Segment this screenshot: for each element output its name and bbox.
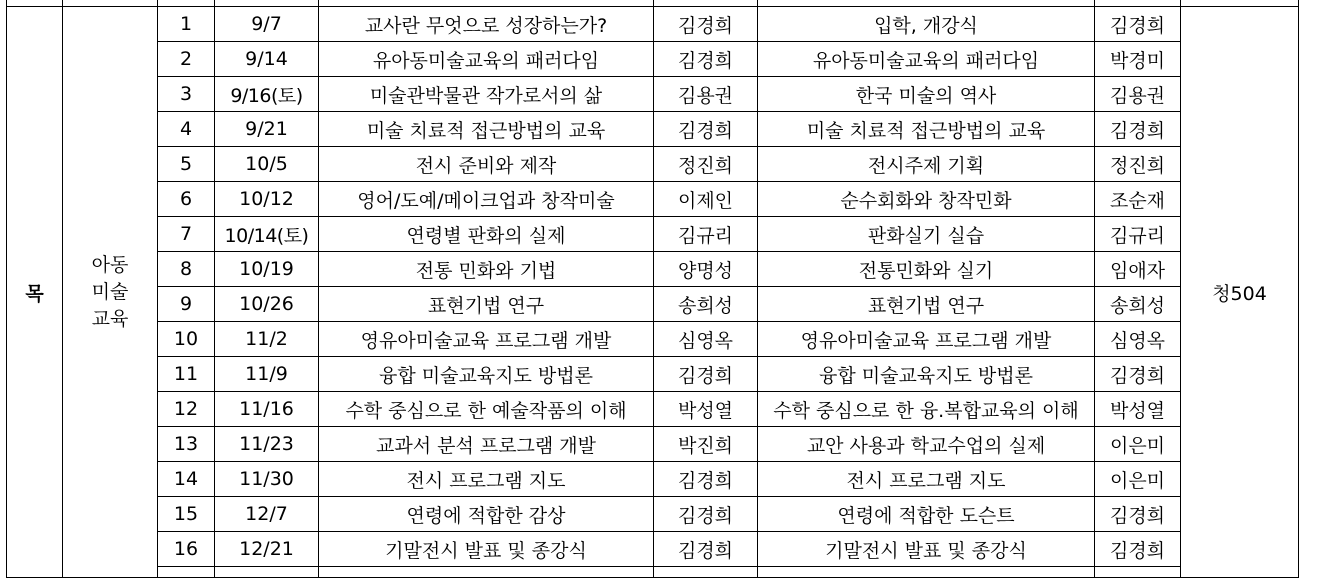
lecturer-2-cell: 심영옥 — [1095, 322, 1181, 357]
table-row — [7, 217, 1299, 252]
lecturer-2-cell: 이은미 — [1095, 462, 1181, 497]
lecturer-1-cell: 이제인 — [654, 182, 758, 217]
session-number-cell: 12 — [158, 392, 215, 427]
date-cell: 11/23 — [215, 427, 319, 462]
lecturer-1-cell: 김규리 — [654, 217, 758, 252]
topic-2-cell: 영유아미술교육 프로그램 개발 — [758, 322, 1095, 357]
strip-cell — [758, 567, 1095, 578]
room-cell: 청504 — [1181, 7, 1299, 578]
topic-2-cell: 기말전시 발표 및 종강식 — [758, 532, 1095, 567]
date-cell: 11/9 — [215, 357, 319, 392]
table-row — [7, 462, 1299, 497]
table-row — [7, 112, 1299, 147]
topic-2-cell: 전통민화와 실기 — [758, 252, 1095, 287]
session-number-cell: 13 — [158, 427, 215, 462]
table-row — [7, 322, 1299, 357]
topic-1-cell: 영유아미술교육 프로그램 개발 — [319, 322, 654, 357]
bottom-strip-row — [7, 567, 1299, 578]
table-row — [7, 7, 1299, 42]
date-cell: 11/16 — [215, 392, 319, 427]
table-row — [7, 182, 1299, 217]
lecturer-1-cell: 박진희 — [654, 427, 758, 462]
topic-1-cell: 수학 중심으로 한 예술작품의 이해 — [319, 392, 654, 427]
table-row — [7, 427, 1299, 462]
lecturer-2-cell: 임애자 — [1095, 252, 1181, 287]
lecturer-2-cell: 김경희 — [1095, 7, 1181, 42]
course-name-line: 미술 — [91, 280, 129, 303]
lecturer-1-cell: 김경희 — [654, 7, 758, 42]
lecturer-2-cell: 이은미 — [1095, 427, 1181, 462]
lecturer-2-cell: 정진희 — [1095, 147, 1181, 182]
strip-cell — [654, 567, 758, 578]
date-cell: 12/7 — [215, 497, 319, 532]
topic-1-cell: 교사란 무엇으로 성장하는가? — [319, 7, 654, 42]
session-number-cell: 6 — [158, 182, 215, 217]
table-row — [7, 357, 1299, 392]
topic-1-cell: 교과서 분석 프로그램 개발 — [319, 427, 654, 462]
session-number-cell: 9 — [158, 287, 215, 322]
topic-1-cell: 전시 준비와 제작 — [319, 147, 654, 182]
date-cell: 9/21 — [215, 112, 319, 147]
lecturer-1-cell: 김경희 — [654, 532, 758, 567]
lecturer-2-cell: 박경미 — [1095, 42, 1181, 77]
strip-cell — [215, 567, 319, 578]
lecturer-2-cell: 박성열 — [1095, 392, 1181, 427]
date-cell: 10/12 — [215, 182, 319, 217]
lecturer-1-cell: 김경희 — [654, 462, 758, 497]
date-cell: 10/19 — [215, 252, 319, 287]
topic-2-cell: 순수회화와 창작민화 — [758, 182, 1095, 217]
session-number-cell: 16 — [158, 532, 215, 567]
topic-1-cell: 연령에 적합한 감상 — [319, 497, 654, 532]
lecturer-2-cell: 김용권 — [1095, 77, 1181, 112]
session-number-cell: 7 — [158, 217, 215, 252]
lecturer-1-cell: 심영옥 — [654, 322, 758, 357]
date-cell: 11/2 — [215, 322, 319, 357]
date-cell: 9/7 — [215, 7, 319, 42]
session-number-cell: 10 — [158, 322, 215, 357]
session-number-cell: 1 — [158, 7, 215, 42]
course-name-line: 교육 — [91, 307, 129, 330]
lecturer-1-cell: 김경희 — [654, 42, 758, 77]
lecturer-2-cell: 김경희 — [1095, 357, 1181, 392]
session-number-cell: 15 — [158, 497, 215, 532]
table-row — [7, 497, 1299, 532]
date-cell: 10/14(토) — [215, 217, 319, 252]
strip-cell — [158, 567, 215, 578]
lecturer-1-cell: 양명성 — [654, 252, 758, 287]
topic-2-cell: 판화실기 실습 — [758, 217, 1095, 252]
session-number-cell: 11 — [158, 357, 215, 392]
topic-2-cell: 전시 프로그램 지도 — [758, 462, 1095, 497]
topic-2-cell: 전시주제 기획 — [758, 147, 1095, 182]
lecturer-1-cell: 박성열 — [654, 392, 758, 427]
course-name-line: 아동 — [91, 253, 129, 276]
table-row — [7, 532, 1299, 567]
session-number-cell: 14 — [158, 462, 215, 497]
topic-1-cell: 연령별 판화의 실제 — [319, 217, 654, 252]
lecturer-2-cell: 김경희 — [1095, 497, 1181, 532]
topic-2-cell: 표현기법 연구 — [758, 287, 1095, 322]
day-cell: 목 — [7, 7, 63, 578]
table-row — [7, 42, 1299, 77]
session-number-cell: 5 — [158, 147, 215, 182]
lecturer-2-cell: 김경희 — [1095, 112, 1181, 147]
lecturer-2-cell: 김경희 — [1095, 532, 1181, 567]
topic-1-cell: 영어/도예/메이크업과 창작미술 — [319, 182, 654, 217]
lecturer-1-cell: 김경희 — [654, 497, 758, 532]
date-cell: 11/30 — [215, 462, 319, 497]
lecturer-1-cell: 김용권 — [654, 77, 758, 112]
topic-1-cell: 전통 민화와 기법 — [319, 252, 654, 287]
topic-2-cell: 한국 미술의 역사 — [758, 77, 1095, 112]
topic-2-cell: 수학 중심으로 한 융.복합교육의 이해 — [758, 392, 1095, 427]
topic-1-cell: 미술관박물관 작가로서의 삶 — [319, 77, 654, 112]
topic-2-cell: 유아동미술교육의 패러다임 — [758, 42, 1095, 77]
session-number-cell: 3 — [158, 77, 215, 112]
topic-2-cell: 미술 치료적 접근방법의 교육 — [758, 112, 1095, 147]
topic-1-cell: 전시 프로그램 지도 — [319, 462, 654, 497]
schedule-table — [6, 0, 1299, 578]
topic-1-cell: 기말전시 발표 및 종강식 — [319, 532, 654, 567]
table-row — [7, 77, 1299, 112]
table-row — [7, 252, 1299, 287]
table-row — [7, 392, 1299, 427]
topic-1-cell: 융합 미술교육지도 방법론 — [319, 357, 654, 392]
topic-2-cell: 연령에 적합한 도슨트 — [758, 497, 1095, 532]
lecturer-1-cell: 김경희 — [654, 112, 758, 147]
strip-cell — [1095, 567, 1181, 578]
session-number-cell: 4 — [158, 112, 215, 147]
topic-1-cell: 표현기법 연구 — [319, 287, 654, 322]
lecturer-2-cell: 송희성 — [1095, 287, 1181, 322]
lecturer-1-cell: 김경희 — [654, 357, 758, 392]
topic-1-cell: 유아동미술교육의 패러다임 — [319, 42, 654, 77]
table-row — [7, 147, 1299, 182]
date-cell: 10/26 — [215, 287, 319, 322]
lecturer-1-cell: 송희성 — [654, 287, 758, 322]
lecturer-2-cell: 조순재 — [1095, 182, 1181, 217]
table-row — [7, 287, 1299, 322]
date-cell: 12/21 — [215, 532, 319, 567]
topic-2-cell: 입학, 개강식 — [758, 7, 1095, 42]
session-number-cell: 2 — [158, 42, 215, 77]
session-number-cell: 8 — [158, 252, 215, 287]
course-name-cell — [63, 7, 158, 578]
topic-2-cell: 교안 사용과 학교수업의 실제 — [758, 427, 1095, 462]
date-cell: 9/14 — [215, 42, 319, 77]
date-cell: 10/5 — [215, 147, 319, 182]
topic-2-cell: 융합 미술교육지도 방법론 — [758, 357, 1095, 392]
topic-1-cell: 미술 치료적 접근방법의 교육 — [319, 112, 654, 147]
date-cell: 9/16(토) — [215, 77, 319, 112]
strip-cell — [319, 567, 654, 578]
lecturer-2-cell: 김규리 — [1095, 217, 1181, 252]
lecturer-1-cell: 정진희 — [654, 147, 758, 182]
